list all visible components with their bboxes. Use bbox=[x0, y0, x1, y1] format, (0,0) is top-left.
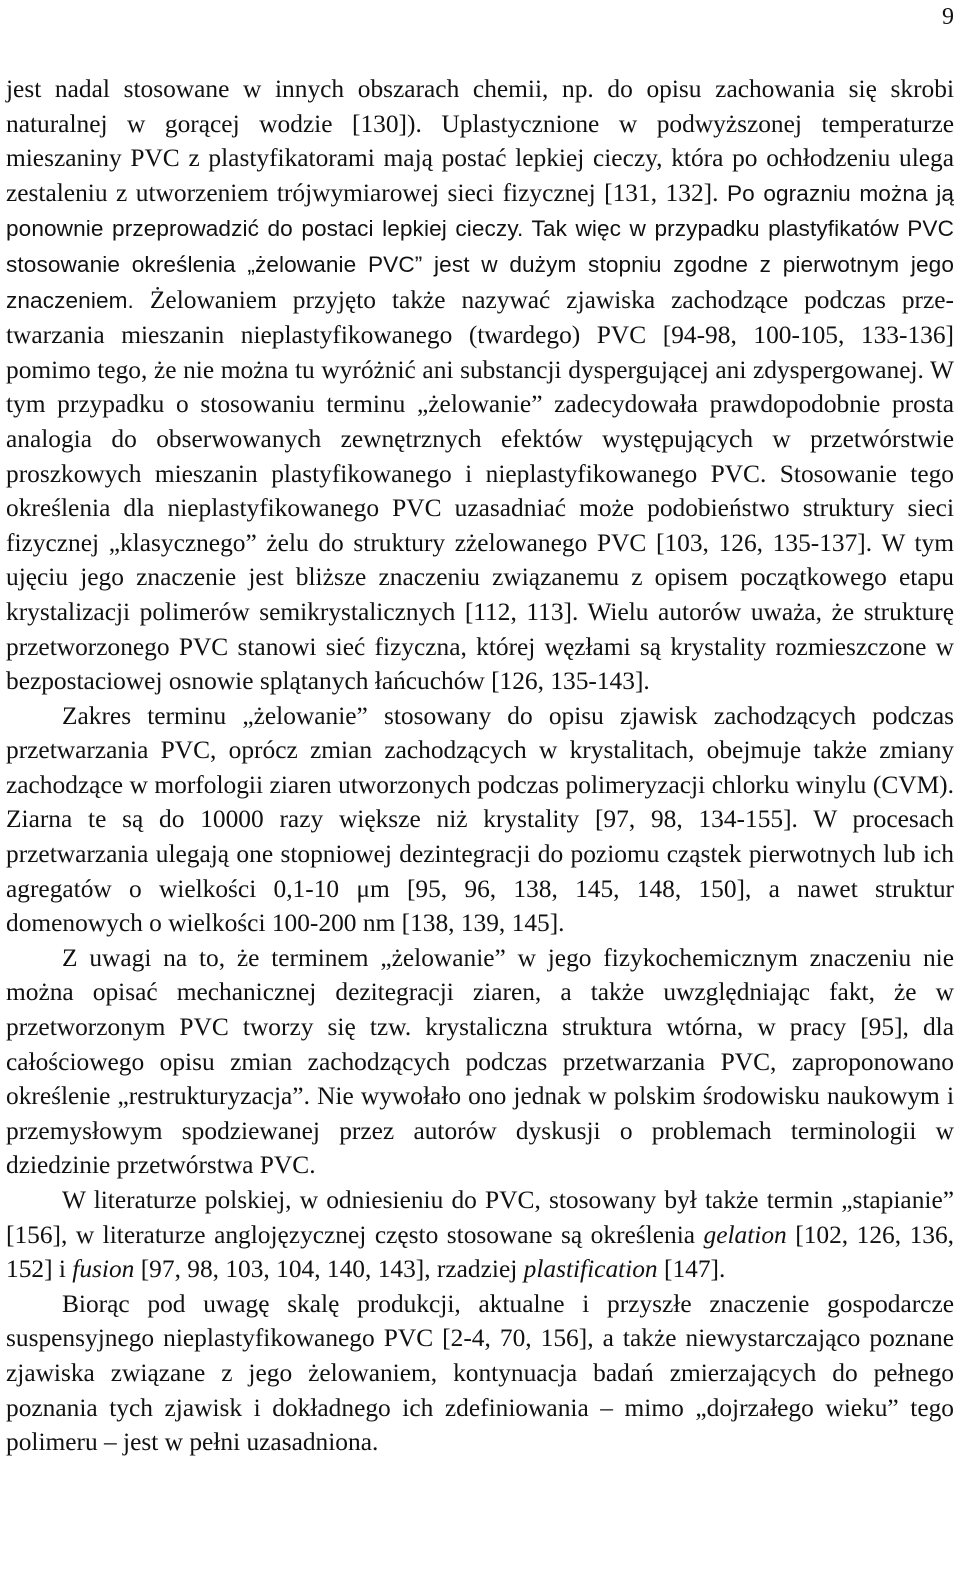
text-segment: Z uwagi na to, że terminem „żelowanie” w jego fizykochemicznym znaczeniu nie można opisać mechanicznej dezitegracji ziaren, a także uwzględniając fakt, że w przetworzonym PVC tworzy się tzw. krystaliczna struktura wtórna, w pracy [95], dla całościowego opisu zmian zachodzących podczas przetwarzania PVC, zaproponowano określenie „restrukturyzacja”. Nie wywołało ono jednak w polskim środowisku naukowym i przemysłowym spodziewanej przez autorów dyskusji o problemach terminologii w dziedzinie przetwórstwa PVC. bbox=[6, 943, 954, 1180]
page-number: 9 bbox=[942, 4, 954, 30]
text-segment: [97, 98, 103, 104, 140, 143], rzadziej bbox=[134, 1255, 524, 1284]
text-segment: Żelowaniem przyjęto także nazywać zjawiska zachodzące podczas przetwarzania mieszanin nieplastyfikowanego (twardego) PVC [94-98, 100-105, 133-136] pomimo tego, że nie można tu wyróżnić ani substancji dyspergującej ani zdyspergowanej. W tym przypadku o stosowaniu terminu „żelowanie” zadecydowała prawdopodobnie prosta analogia do obserwowanych zewnętrznych efektów występujących w przetwórstwie proszkowych mieszanin plastyfikowanego i nieplastyfikowanego PVC. Stosowanie tego określenia dla nieplastyfikowanego PVC uzasadniać może podobieństwo struktury sieci fizycznej „klasycznego” żelu do struktury zżelowanego PVC [103, 126, 135-137]. W tym ujęciu jego znaczenie jest bliższe znaczeniu związanemu z opisem początkowego etapu krystalizacji polimerów semikrystalicznych [112, 113]. Wielu autorów uważa, że strukturę przetworzonego PVC stanowi sieć fizyczna, której węzłami są krystality rozmieszczone w bezpostaciowej osnowie splątanych łańcuchów [126, 135-143]. bbox=[6, 285, 954, 696]
paragraph bbox=[6, 699, 954, 941]
paragraph bbox=[6, 1287, 954, 1460]
paragraph bbox=[6, 1183, 954, 1287]
text-segment: [102, 126, 136, 152] i bbox=[6, 1220, 954, 1284]
italic-term: plastification bbox=[523, 1255, 658, 1284]
text-segment: Biorąc pod uwagę skalę produkcji, aktualne i przyszłe znaczenie gospodarcze suspensyjnego nieplastyfikowanego PVC [2-4, 70, 156], a także niewystarczająco poznane zjawiska związane z jego żelowaniem, kontynuacja badań zmierzających do pełnego poznania tych zjawisk i dokładnego ich zdefiniowania – mimo „dojrzałego wieku” tego polimeru – jest w pełni uzasadniona. bbox=[6, 1289, 954, 1457]
italic-term: gelation bbox=[703, 1220, 787, 1249]
body-text bbox=[6, 72, 954, 1460]
text-segment: [147]. bbox=[657, 1255, 726, 1284]
paragraph bbox=[6, 72, 954, 699]
text-segment: Zakres terminu „żelowanie” stosowany do opisu zjawisk zachodzących podczas przetwarzania PVC, oprócz zmian zachodzących w krystalitach, obejmuje także zmiany zachodzące w morfologii ziaren utworzonych podczas polimeryzacji chlorku winylu (CVM). Ziarna te są do 10000 razy większe niż krystality [97, 98, 134-155]. W procesach przetwarzania ulegają one stopniowej dezintegracji do poziomu cząstek pierwotnych lub ich agregatów o wielkości 0,1-10 μm [95, 96, 138, 145, 148, 150], a nawet struktur domenowych o wielkości 100-200 nm [138, 139, 145]. bbox=[6, 701, 954, 938]
text-segment: Po ograzniu można ją ponownie przeprowadzić do postaci lepkiej cieczy. Tak więc w przypadku plastyfikatów PVC stosowanie określenia „żelowanie PVC” jest w dużym stopniu zgodne z pierwotnym jego znaczeniem. bbox=[6, 180, 954, 313]
text-segment: jest nadal stosowane w innych obszarach chemii, np. do opisu zachowania się skrobi naturalnej w gorącej wodzie [130]). Uplastycznione w podwyższonej temperaturze mieszaniny PVC z plastyfikatorami mają postać lepkiej cieczy, która po ochłodzeniu ulega zestaleniu z utworzeniem trójwymiarowej sieci fizycznej [131, 132]. bbox=[6, 75, 954, 207]
text-segment: W literaturze polskiej, w odniesieniu do PVC, stosowany był także termin „stapianie” [156], w literaturze anglojęzycznej często stosowane są określenia bbox=[6, 1186, 954, 1249]
italic-term: fusion bbox=[72, 1255, 135, 1284]
paragraph bbox=[6, 941, 954, 1183]
